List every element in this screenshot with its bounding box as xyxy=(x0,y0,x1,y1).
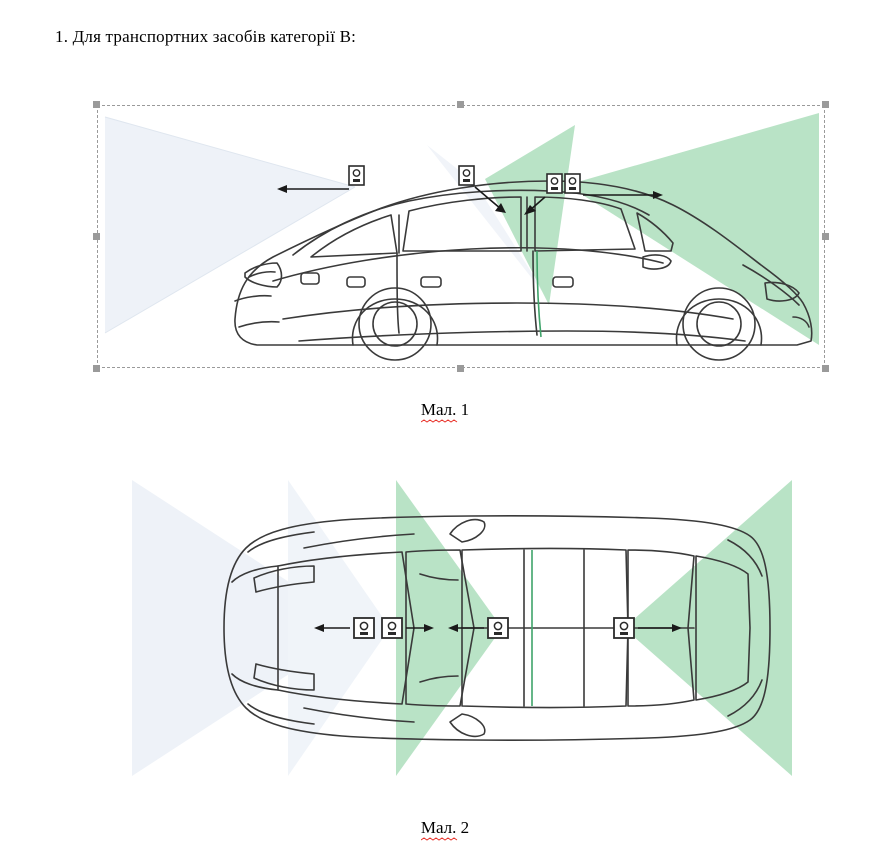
spellcheck-underline xyxy=(421,837,459,841)
sensor-icon xyxy=(382,618,402,638)
selection-handle-top-right[interactable] xyxy=(822,101,829,108)
sensor-icon xyxy=(488,618,508,638)
page-heading: 1. Для транспортних засобів категорії B: xyxy=(55,27,357,46)
figure-1-caption: Мал. 1 xyxy=(420,400,470,419)
selection-handle-middle-right[interactable] xyxy=(822,233,829,240)
sensor-icon xyxy=(354,618,374,638)
selection-handle-bottom-left[interactable] xyxy=(93,365,100,372)
figure-2-container[interactable] xyxy=(128,478,796,778)
selection-handle-bottom-right[interactable] xyxy=(822,365,829,372)
figure-1-caption-row xyxy=(0,400,890,420)
selection-border[interactable] xyxy=(97,105,825,368)
figure-2-illustration xyxy=(128,478,796,778)
sensor-icon xyxy=(614,618,634,638)
selection-handle-middle-left[interactable] xyxy=(93,233,100,240)
figure-2-caption: Мал. 2 xyxy=(420,818,470,837)
figure-2-caption-row xyxy=(0,818,890,838)
spellcheck-underline xyxy=(421,419,459,423)
selection-handle-top-center[interactable] xyxy=(457,101,464,108)
selection-handle-top-left[interactable] xyxy=(93,101,100,108)
figure-1-container[interactable] xyxy=(97,105,825,368)
selection-handle-bottom-center[interactable] xyxy=(457,365,464,372)
